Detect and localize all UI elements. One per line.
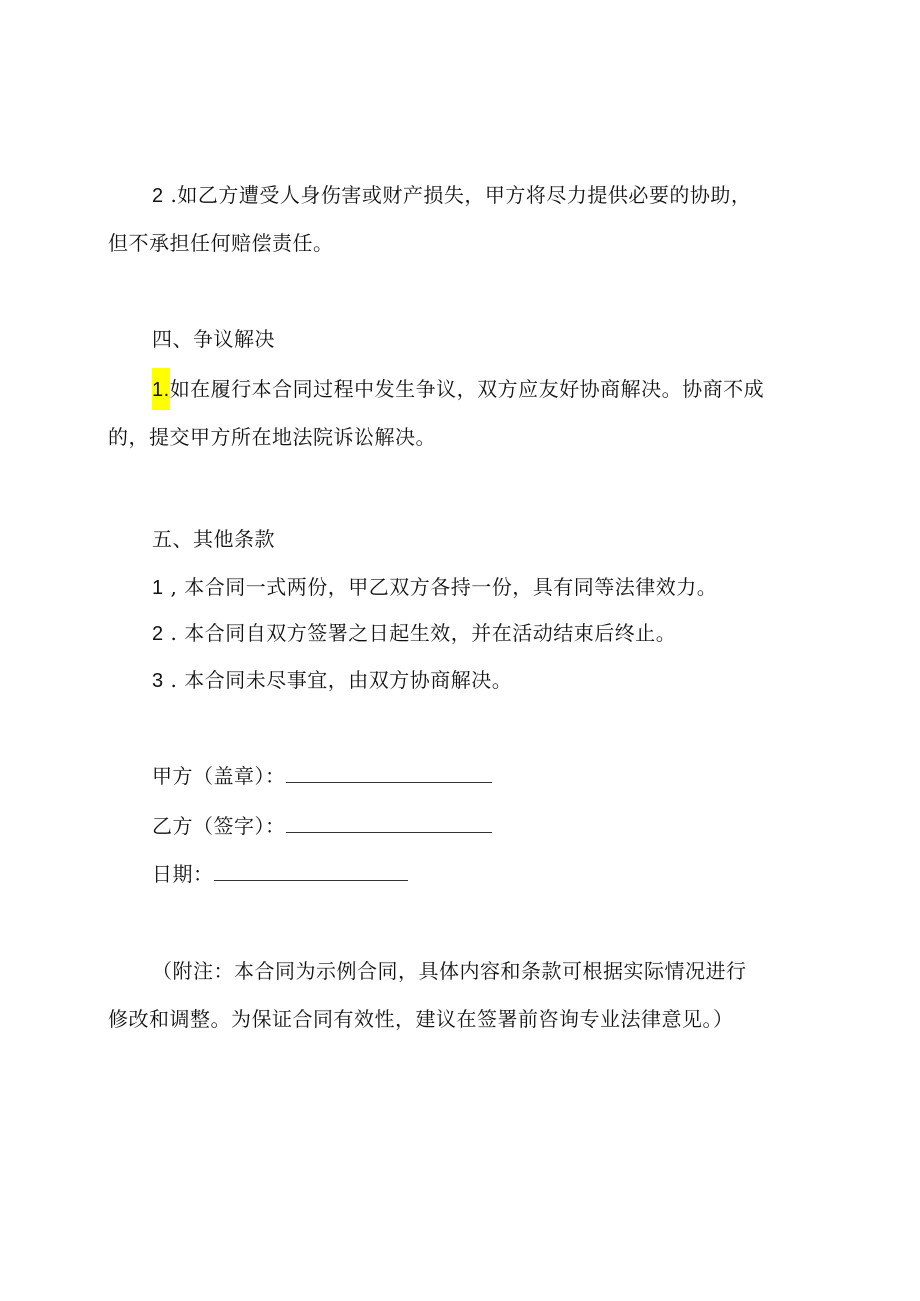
party-b-signature-line <box>152 812 492 840</box>
date-blank[interactable] <box>214 860 408 881</box>
date-label: 日期： <box>152 862 214 886</box>
clause-4-1-line2: 的，提交甲方所在地法院诉讼解决。 <box>108 425 436 449</box>
clause-5-2 <box>152 619 676 648</box>
highlighted-clause-number: 1. <box>152 368 170 410</box>
party-b-label: 乙方（签字）： <box>152 814 286 838</box>
party-a-signature-line <box>152 762 492 790</box>
clause-number: 3 <box>152 670 164 692</box>
clause-5-1 <box>152 573 717 602</box>
clause-number: 2 <box>152 623 164 645</box>
clause-4-1-line1 <box>152 375 764 410</box>
party-a-blank[interactable] <box>286 762 492 783</box>
section-4-heading: 四、争议解决 <box>152 327 275 351</box>
note-line1: （附注：本合同为示例合同，具体内容和条款可根据实际情况进行 <box>152 959 747 983</box>
clause-text: .如乙方遭受人身伤害或财产损失，甲方将尽力提供必要的协助， <box>163 183 752 207</box>
clause-text: . 本合同未尽事宜，由双方协商解决。 <box>163 668 513 692</box>
clause-3-2-line2: 但不承担任何赔偿责任。 <box>108 231 334 255</box>
clause-number: 2 <box>152 185 164 207</box>
clause-5-3 <box>152 666 512 695</box>
clause-number: 1 <box>152 577 164 599</box>
note-line2: 修改和调整。为保证合同有效性，建议在签署前咨询专业法律意见。） <box>108 1007 734 1031</box>
clause-text: , 本合同一式两份，甲乙双方各持一份，具有同等法律效力。 <box>163 575 718 599</box>
date-line <box>152 860 408 888</box>
clause-text: 如在履行本合同过程中发生争议，双方应友好协商解决。协商不成 <box>169 377 765 401</box>
clause-3-2-line1 <box>152 181 751 210</box>
clause-text: . 本合同自双方签署之日起生效，并在活动结束后终止。 <box>163 621 677 645</box>
party-a-label: 甲方（盖章）： <box>152 764 286 788</box>
section-5-heading: 五、其他条款 <box>152 527 275 551</box>
party-b-blank[interactable] <box>286 812 492 833</box>
